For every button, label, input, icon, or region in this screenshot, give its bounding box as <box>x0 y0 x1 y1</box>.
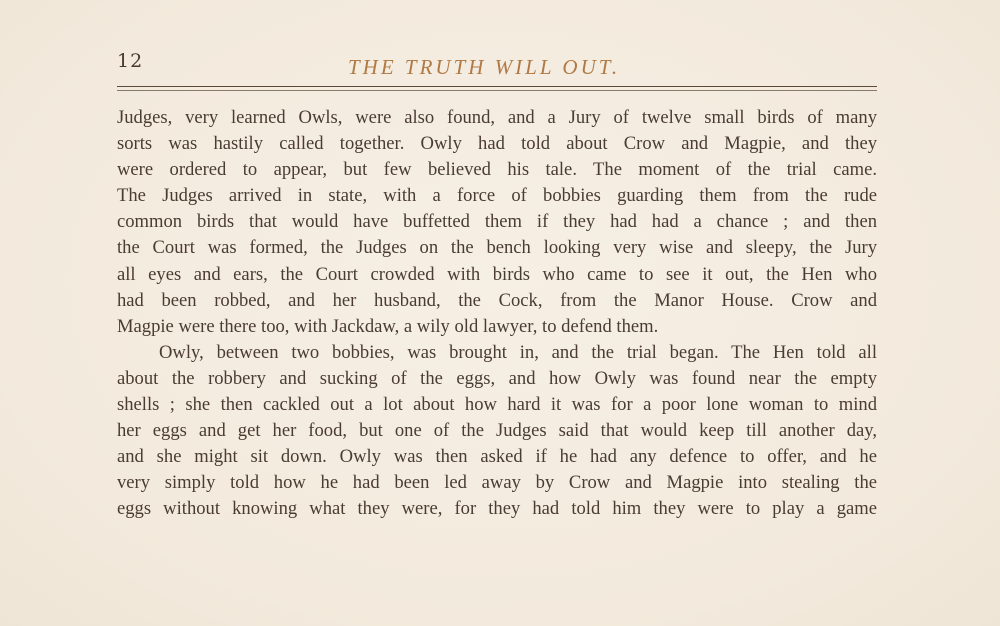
text-line: very simply told how he had been led away by Crow and Magpie into stealing the <box>117 472 877 494</box>
text-line: her eggs and get her food, but one of the Judges said that would keep till another day, <box>117 420 877 442</box>
header-rule <box>117 86 877 87</box>
text-line: had been robbed, and her husband, the Cock, from the Manor House. Crow and <box>117 289 877 311</box>
header-rule-secondary <box>117 90 877 91</box>
text-line: and she might sit down. Owly was then asked if he had any defence to offer, and he <box>117 446 877 468</box>
text-line: shells ; she then cackled out a lot about how hard it was for a poor lone woman to mind <box>117 394 877 416</box>
text-line: were ordered to appear, but few believed his tale. The moment of the trial came. <box>117 159 877 181</box>
text-line: about the robbery and sucking of the eggs, and how Owly was found near the empty <box>117 367 877 389</box>
text-line: Judges, very learned Owls, were also found, and a Jury of twelve small birds of many <box>117 107 877 128</box>
text-line: The Judges arrived in state, with a force of bobbies guarding them from the rude <box>117 185 877 207</box>
body-text <box>117 105 877 523</box>
running-title: THE TRUTH WILL OUT. <box>348 55 621 79</box>
text-line: eggs without knowing what they were, for they had told him they were to play a game <box>117 498 877 520</box>
text-line: common birds that would have buffetted them if they had had a chance ; and then <box>117 211 877 233</box>
text-line: all eyes and ears, the Court crowded with birds who came to see it out, the Hen who <box>117 263 877 285</box>
text-line: sorts was hastily called together. Owly had told about Crow and Magpie, and they <box>117 133 877 155</box>
text-line: Owly, between two bobbies, was brought in, and the trial began. The Hen told all <box>159 341 877 363</box>
text-line: the Court was formed, the Judges on the bench looking very wise and sleepy, the Jury <box>117 237 877 259</box>
page-number: 12 <box>117 50 144 72</box>
text-line: Magpie were there too, with Jackdaw, a wily old lawyer, to defend them. <box>117 315 659 337</box>
